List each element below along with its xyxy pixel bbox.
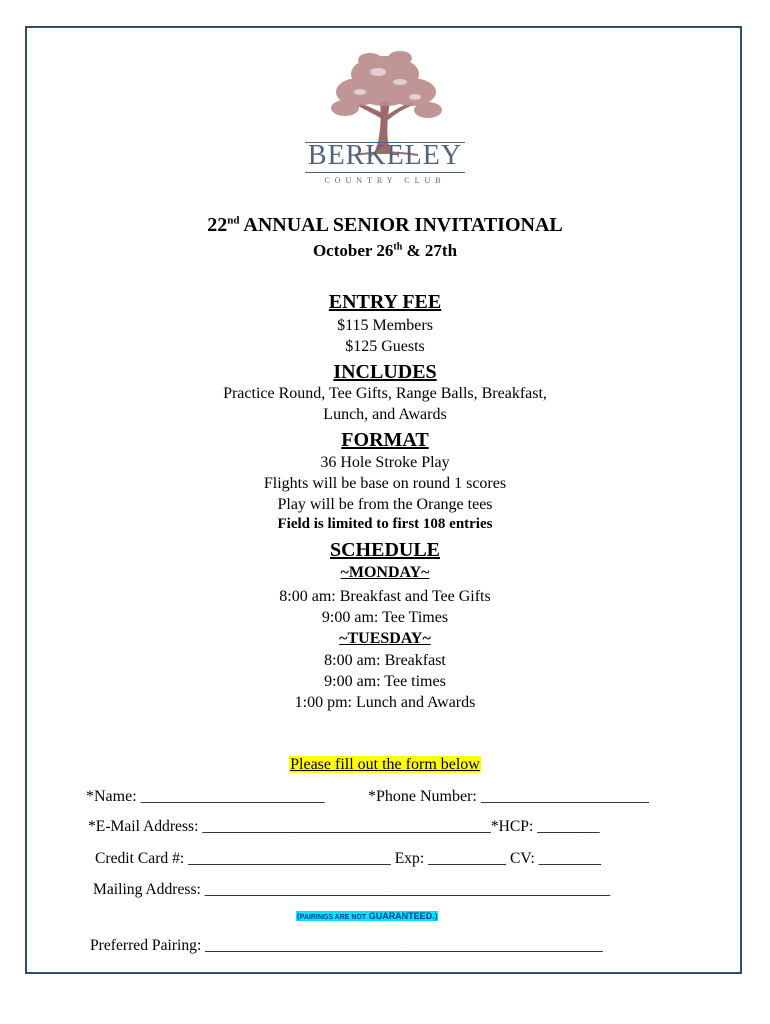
- schedule-monday-item-2: 9:00 am: Tee Times: [321, 609, 449, 626]
- logo-rule-bottom: [305, 172, 465, 173]
- pairing-note: (PAIRINGS ARE NOT GUARANTEED.): [297, 911, 438, 921]
- event-dates: October 26th & 27th: [312, 241, 458, 260]
- logo-subtitle: COUNTRY CLUB: [324, 176, 446, 185]
- schedule-monday-item-1: 8:00 am: Breakfast and Tee Gifts: [279, 588, 491, 605]
- phone-field[interactable]: *Phone Number: _____________________: [368, 788, 649, 805]
- format-line-1: 36 Hole Stroke Play: [320, 454, 450, 471]
- entry-fee-heading: ENTRY FEE: [328, 291, 442, 313]
- schedule-tuesday-item-3: 1:00 pm: Lunch and Awards: [294, 694, 476, 711]
- schedule-tuesday-item-1: 8:00 am: Breakfast: [324, 652, 446, 669]
- event-title: 22nd ANNUAL SENIOR INVITATIONAL: [207, 214, 563, 236]
- format-heading: FORMAT: [341, 429, 429, 451]
- schedule-monday-label: ~MONDAY~: [340, 564, 430, 581]
- mailing-address-field[interactable]: Mailing Address: ____________________________________________________: [93, 881, 611, 898]
- includes-heading: INCLUDES: [333, 361, 437, 383]
- fee-members: $115 Members: [337, 317, 433, 334]
- format-field-limit: Field is limited to first 108 entries: [277, 516, 493, 532]
- form-instruction: Please fill out the form below: [290, 756, 480, 773]
- schedule-tuesday-item-2: 9:00 am: Tee times: [324, 673, 446, 690]
- preferred-pairing-field[interactable]: Preferred Pairing: ___________________________________________________: [90, 937, 603, 954]
- email-hcp-field[interactable]: *E-Mail Address: _____________________________________*HCP: ________: [88, 818, 600, 835]
- fee-guests: $125 Guests: [345, 338, 425, 355]
- credit-card-field[interactable]: Credit Card #: __________________________ Exp: __________ CV: ________: [95, 850, 602, 867]
- includes-line-1: Practice Round, Tee Gifts, Range Balls, Breakfast,: [223, 385, 547, 402]
- logo-name: BERKELEY: [307, 140, 463, 171]
- format-line-3: Play will be from the Orange tees: [277, 496, 493, 513]
- schedule-tuesday-label: ~TUESDAY~: [339, 630, 431, 647]
- name-field[interactable]: *Name: _______________________: [86, 788, 325, 805]
- schedule-heading: SCHEDULE: [329, 539, 441, 561]
- format-line-2: Flights will be base on round 1 scores: [263, 475, 507, 492]
- includes-line-2: Lunch, and Awards: [323, 406, 447, 423]
